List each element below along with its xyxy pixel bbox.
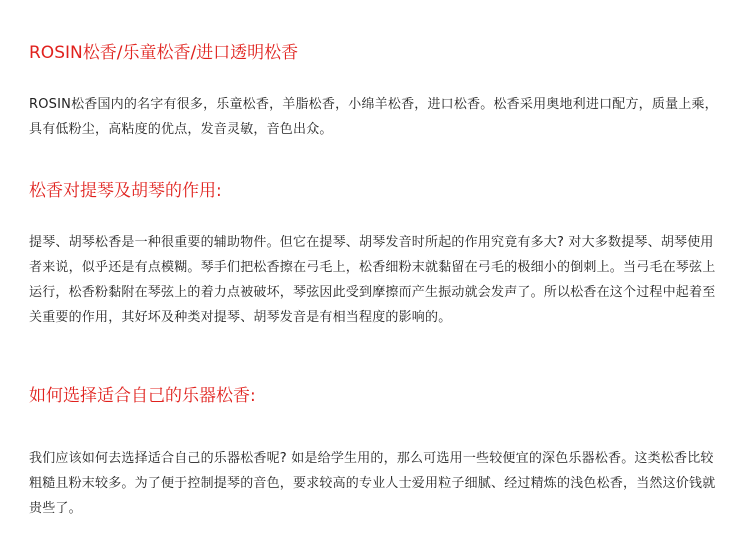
section-heading-rosin-types: ROSIN松香/乐童松香/进口透明松香	[29, 43, 299, 63]
section-body-rosin-function: 提琴、胡琴松香是一种很重要的辅助物件。但它在提琴、胡琴发音时所起的作用究竟有多大? 对大多数提琴、胡琴使用者来说，似乎还是有点模糊。琴手们把松香擦在弓毛上，松香细粉末就黏留在弓毛的极细小的倒刺上。当弓毛在琴弦上运行，松香粉黏附在琴弦上的着力点被破坏，琴弦因此受到摩擦而产生振动就会发声了。所以松香在这个过程中起着至关重要的作用，其好坏及种类对提琴、胡琴发音是有相当程度的影响的。	[29, 235, 716, 325]
section-heading-rosin-function: 松香对提琴及胡琴的作用:	[29, 181, 222, 201]
section-body-rosin-types: ROSIN松香国内的名字有很多，乐童松香，羊脂松香，小绵羊松香，进口松香。松香采用奥地利进口配方，质量上乘，具有低粉尘，高粘度的优点，发音灵敏，音色出众。	[29, 97, 718, 137]
section-body-how-to-choose: 我们应该如何去选择适合自己的乐器松香呢? 如是给学生用的，那么可选用一些较便宜的深色乐器松香。这类松香比较粗糙且粉末较多。为了便于控制提琴的音色，要求较高的专业人士爱用粒子细腻、经过精炼的浅色松香，当然这价钱就贵些了。	[29, 451, 716, 516]
section-heading-how-to-choose: 如何选择适合自己的乐器松香:	[29, 386, 256, 406]
